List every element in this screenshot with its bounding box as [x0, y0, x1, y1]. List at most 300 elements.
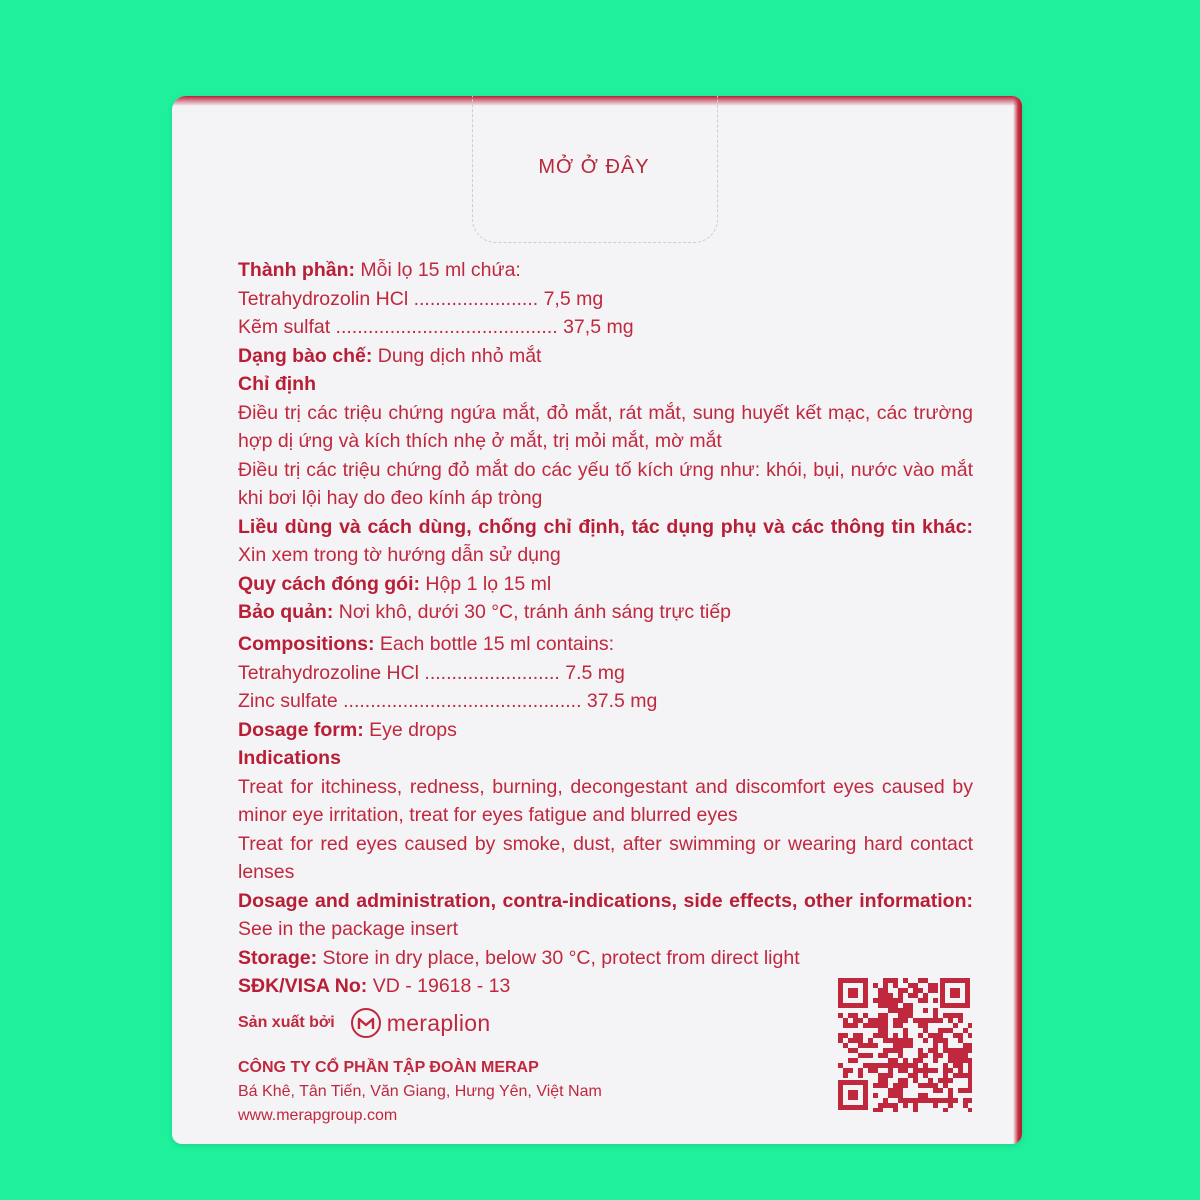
qr-module [843, 1043, 848, 1048]
qr-module [883, 1028, 888, 1033]
qr-module [913, 1098, 918, 1103]
qr-module [953, 1023, 958, 1028]
qr-module [953, 1013, 958, 1018]
qr-module [893, 1103, 898, 1108]
qr-module [908, 1098, 913, 1103]
company-name: CÔNG TY CỔ PHẦN TẬP ĐOÀN MERAP [238, 1059, 539, 1076]
qr-module [898, 988, 903, 993]
dosage-info-vi: Liều dùng và cách dùng, chống chỉ định, tác dụng phụ và các thông tin khác: Xin xem trong tờ hướng dẫn sử dụng [238, 515, 973, 566]
qr-module [903, 1038, 908, 1043]
qr-module [968, 1068, 972, 1073]
qr-module [888, 1038, 893, 1043]
qr-module [933, 1033, 938, 1038]
qr-module [868, 1023, 873, 1028]
qr-module [963, 1073, 968, 1078]
qr-module [943, 1108, 948, 1112]
qr-module [878, 1053, 883, 1058]
qr-module [953, 1048, 958, 1053]
qr-module [888, 993, 893, 998]
qr-module [898, 1093, 903, 1098]
qr-module [893, 1108, 898, 1112]
qr-module [878, 998, 883, 1003]
qr-module [968, 1023, 972, 1028]
qr-module [893, 1038, 898, 1043]
meraplion-logo [351, 1008, 491, 1038]
qr-module [873, 1093, 878, 1098]
qr-module [883, 1013, 888, 1018]
qr-module [948, 1018, 953, 1023]
qr-module [923, 1098, 928, 1103]
qr-module [903, 1098, 908, 1103]
qr-module [968, 1088, 972, 1093]
qr-module [908, 993, 913, 998]
qr-module [913, 1103, 918, 1108]
qr-module [958, 1068, 963, 1073]
producer-label: Sản xuất bởi [238, 1014, 335, 1031]
qr-module [943, 1028, 948, 1033]
qr-module [928, 1033, 933, 1038]
qr-module [938, 1018, 943, 1023]
qr-module [838, 1063, 843, 1068]
company-address: Bá Khê, Tân Tiến, Văn Giang, Hưng Yên, Việt Nam [238, 1083, 602, 1100]
open-here-label: MỞ Ở ĐÂY [538, 156, 650, 178]
qr-module [933, 988, 938, 993]
qr-module [883, 1078, 888, 1083]
qr-module [868, 1063, 873, 1068]
qr-module [898, 1048, 903, 1053]
qr-module [908, 1063, 913, 1068]
qr-module [903, 1103, 908, 1108]
qr-module [898, 1068, 903, 1073]
qr-module [963, 1043, 968, 1048]
composition-line-vi: Thành phần: Mỗi lọ 15 ml chứa: [238, 259, 521, 281]
qr-module [878, 1023, 883, 1028]
qr-module [888, 1103, 893, 1108]
qr-module [923, 1093, 928, 1098]
meraplion-logo-text: meraplion [386, 1009, 491, 1036]
qr-module [908, 1008, 913, 1013]
qr-module [863, 1023, 868, 1028]
qr-module [868, 1068, 873, 1073]
qr-module [948, 1093, 953, 1098]
ingredient-1-en: Tetrahydrozoline HCl ......................... 7.5 mg [238, 661, 625, 684]
qr-module [918, 1093, 923, 1098]
qr-module [943, 1048, 948, 1053]
qr-module [863, 1053, 868, 1058]
storage-en: Storage: Store in dry place, below 30 °C, protect from direct light [238, 946, 800, 969]
qr-module [893, 1058, 898, 1063]
qr-module [878, 1073, 883, 1078]
qr-module [913, 1108, 918, 1112]
qr-module [883, 1053, 888, 1058]
ingredient-2-vi: Kẽm sulfat ......................................... 37,5 mg [238, 316, 634, 338]
qr-module [893, 1003, 898, 1008]
qr-module [893, 1083, 898, 1088]
qr-module [968, 1043, 972, 1048]
qr-module [858, 1043, 863, 1048]
qr-module [913, 1073, 918, 1078]
qr-module [863, 1063, 868, 1068]
qr-module [838, 1013, 843, 1018]
qr-module [883, 988, 888, 993]
qr-module [848, 1013, 853, 1018]
producer-line [238, 1008, 490, 1038]
qr-module [953, 1073, 958, 1078]
qr-module [918, 988, 923, 993]
qr-module [883, 998, 888, 1003]
qr-module [923, 1038, 928, 1043]
qr-module [878, 1103, 883, 1108]
qr-module [843, 1073, 848, 1078]
qr-module [848, 1023, 853, 1028]
qr-module [933, 1008, 938, 1013]
qr-module [883, 1073, 888, 1078]
qr-module [938, 1078, 943, 1083]
qr-module [928, 1083, 933, 1088]
product-box-back [172, 96, 1022, 1144]
qr-module [873, 983, 878, 988]
qr-module [943, 1043, 948, 1048]
qr-module [903, 1028, 908, 1033]
qr-module [893, 1018, 898, 1023]
qr-module [903, 1033, 908, 1038]
qr-module [933, 1043, 938, 1048]
qr-module [923, 993, 928, 998]
qr-module [873, 1043, 878, 1048]
dosage-info-en: Dosage and administration, contra-indications, side effects, other information: See in the package insert [238, 889, 973, 940]
qr-module [873, 1108, 878, 1112]
qr-module [963, 1028, 968, 1033]
qr-module [858, 1018, 863, 1023]
qr-module [923, 1008, 928, 1013]
qr-module [908, 1013, 913, 1018]
qr-module [898, 993, 903, 998]
qr-module [903, 978, 908, 983]
indication-2-en: Treat for red eyes caused by smoke, dust, after swimming or wearing hard contact lenses [238, 832, 973, 883]
qr-module [948, 1103, 953, 1108]
qr-module [933, 1083, 938, 1088]
company-website[interactable]: www.merapgroup.com [238, 1107, 398, 1124]
qr-module [883, 1023, 888, 1028]
indication-1-vi: Điều trị các triệu chứng ngứa mắt, đỏ mắt, rát mắt, sung huyết kết mạc, các trường hợp dị ứng và kích thích nhẹ ở mắt, trị mỏi mắt, mờ mắt [238, 401, 973, 452]
qr-module [958, 1033, 963, 1038]
qr-module [903, 988, 908, 993]
qr-module [878, 1083, 883, 1088]
qr-module [898, 1013, 903, 1018]
qr-module [943, 1078, 948, 1083]
qr-module [918, 1098, 923, 1103]
qr-module [968, 1048, 972, 1053]
qr-module [883, 1033, 888, 1038]
qr-module [923, 1083, 928, 1088]
qr-module [908, 1043, 913, 1048]
qr-module [868, 1018, 873, 1023]
qr-module [873, 1023, 878, 1028]
qr-module [843, 1023, 848, 1028]
qr-module [958, 1058, 963, 1063]
qr-module [923, 1068, 928, 1073]
qr-module [913, 983, 918, 988]
qr-module [958, 1063, 963, 1068]
qr-module [933, 1068, 938, 1073]
qr-module [903, 1003, 908, 1008]
qr-module [883, 1063, 888, 1068]
qr-module [873, 1083, 878, 1088]
storage-vi: Bảo quản: Nơi khô, dưới 30 °C, tránh ánh sáng trực tiếp [238, 601, 732, 623]
qr-module [863, 1013, 868, 1018]
qr-module [923, 1028, 928, 1033]
qr-module [853, 1018, 858, 1023]
ingredient-1-vi: Tetrahydrozolin HCl ....................... 7,5 mg [238, 287, 604, 310]
qr-module [933, 1058, 938, 1063]
qr-module [868, 1038, 873, 1043]
qr-module [853, 1033, 858, 1038]
qr-module [913, 1078, 918, 1083]
qr-module [893, 1063, 898, 1068]
qr-module [873, 1018, 878, 1023]
qr-module [883, 1003, 888, 1008]
qr-module [903, 1013, 908, 1018]
qr-module [928, 1068, 933, 1073]
qr-module [903, 1058, 908, 1063]
qr-module [963, 1053, 968, 1058]
qr-module [948, 1098, 953, 1103]
qr-module [853, 1013, 858, 1018]
qr-module [948, 1028, 953, 1033]
qr-module [883, 1083, 888, 1088]
packaging-vi: Quy cách đóng gói: Hộp 1 lọ 15 ml [238, 572, 552, 595]
qr-module [893, 998, 898, 1003]
qr-module [858, 1068, 863, 1073]
qr-module [958, 1053, 963, 1058]
qr-module [908, 1038, 913, 1043]
qr-module [838, 1033, 843, 1038]
qr-module [853, 1023, 858, 1028]
qr-module [963, 1048, 968, 1053]
qr-module [898, 1083, 903, 1088]
qr-module [948, 1058, 953, 1063]
qr-module [943, 1013, 948, 1018]
qr-module [863, 1043, 868, 1048]
qr-module [968, 1033, 972, 1038]
ingredient-2-en: Zinc sulfate ............................................ 37.5 mg [238, 690, 658, 712]
qr-module [868, 1053, 873, 1058]
qr-module [898, 1008, 903, 1013]
qr-module [908, 1003, 913, 1008]
qr-module [958, 1088, 963, 1093]
qr-module [888, 1058, 893, 1063]
qr-module [918, 1083, 923, 1088]
qr-module [883, 978, 888, 983]
qr-module [908, 983, 913, 988]
qr-module [903, 1068, 908, 1073]
qr-module [868, 1043, 873, 1048]
composition-line-en: Compositions: Each bottle 15 ml contains: [238, 633, 615, 655]
qr-module [958, 1073, 963, 1078]
indication-heading-vi: Chỉ định [238, 373, 316, 395]
qr-module [968, 1058, 972, 1063]
qr-module [878, 1003, 883, 1008]
company-info [238, 1056, 602, 1128]
qr-module [968, 1083, 972, 1088]
qr-module [918, 1033, 923, 1038]
qr-module [878, 988, 883, 993]
dosage-form-en: Dosage form: Eye drops [238, 718, 457, 741]
qr-module [963, 1088, 968, 1093]
qr-module [938, 1028, 943, 1033]
qr-module [893, 983, 898, 988]
qr-module [943, 1083, 948, 1088]
qr-module [893, 1093, 898, 1098]
qr-module [918, 1068, 923, 1073]
qr-module [933, 998, 938, 1003]
qr-module [923, 1023, 928, 1028]
qr-module [938, 1098, 943, 1103]
qr-module [848, 1048, 853, 1053]
qr-module [893, 1088, 898, 1093]
qr-module [878, 1108, 883, 1112]
qr-module [848, 1068, 853, 1073]
qr-module [888, 978, 893, 983]
qr-module [938, 1088, 943, 1093]
box-right-edge [1013, 96, 1022, 1144]
qr-module [853, 1048, 858, 1053]
qr-module [913, 993, 918, 998]
qr-module [928, 1048, 933, 1053]
qr-module [943, 1038, 948, 1043]
english-info [238, 630, 973, 1001]
qr-module [878, 1063, 883, 1068]
qr-module [933, 1018, 938, 1023]
qr-module [918, 1058, 923, 1063]
qr-module [898, 1043, 903, 1048]
qr-module [858, 1053, 863, 1058]
qr-module [878, 1033, 883, 1038]
qr-module [898, 1098, 903, 1103]
qr-module [963, 1058, 968, 1063]
qr-module [958, 1038, 963, 1043]
qr-module [898, 1088, 903, 1093]
qr-module [918, 1023, 923, 1028]
qr-module [928, 983, 933, 988]
qr-module [853, 1038, 858, 1043]
qr-module [898, 1038, 903, 1043]
qr-module [883, 1018, 888, 1023]
qr-module [933, 1103, 938, 1108]
qr-module [873, 1063, 878, 1068]
qr-module [943, 1098, 948, 1103]
qr-module [953, 1033, 958, 1038]
qr-module [968, 1073, 972, 1078]
qr-module [918, 978, 923, 983]
qr-module [933, 1048, 938, 1053]
qr-module [903, 1008, 908, 1013]
qr-module [928, 1078, 933, 1083]
indication-heading-en: Indications [238, 747, 341, 769]
qr-module [948, 1013, 953, 1018]
qr-module [923, 978, 928, 983]
qr-module [948, 1068, 953, 1073]
qr-module [968, 1063, 972, 1068]
qr-module [913, 988, 918, 993]
meraplion-logo-icon [351, 1008, 381, 1038]
qr-module [903, 1043, 908, 1048]
qr-module [918, 998, 923, 1003]
qr-module [888, 1088, 893, 1093]
qr-code[interactable] [836, 976, 972, 1112]
qr-module [913, 1018, 918, 1023]
qr-module [883, 1048, 888, 1053]
qr-module [953, 1053, 958, 1058]
qr-module [948, 1053, 953, 1058]
qr-module [893, 1023, 898, 1028]
qr-module [883, 983, 888, 988]
qr-module [838, 1038, 843, 1043]
qr-module [938, 1053, 943, 1058]
qr-module [893, 1008, 898, 1013]
qr-module [923, 1073, 928, 1078]
qr-module [928, 988, 933, 993]
qr-module [903, 1063, 908, 1068]
qr-module [958, 1013, 963, 1018]
qr-module [943, 1068, 948, 1073]
qr-module [923, 1018, 928, 1023]
qr-module [968, 1108, 972, 1112]
indication-1-en: Treat for itchiness, redness, burning, decongestant and discomfort eyes caused by minor eye irritation, treat for eyes fatigue and blurred eyes [238, 775, 973, 826]
qr-module [908, 1073, 913, 1078]
qr-module [948, 1078, 953, 1083]
qr-module [943, 1073, 948, 1078]
qr-module [913, 1058, 918, 1063]
qr-module [878, 1028, 883, 1033]
qr-module [958, 1048, 963, 1053]
qr-module [923, 1053, 928, 1058]
qr-module [893, 1043, 898, 1048]
qr-module [883, 993, 888, 998]
qr-module [948, 1048, 953, 1053]
qr-module [898, 998, 903, 1003]
qr-module [933, 983, 938, 988]
qr-module [858, 1038, 863, 1043]
qr-module [948, 1088, 953, 1093]
qr-module [883, 1038, 888, 1043]
qr-module [953, 1063, 958, 1068]
qr-module [893, 1048, 898, 1053]
qr-module [963, 1103, 968, 1108]
qr-module [898, 1053, 903, 1058]
qr-module [933, 1053, 938, 1058]
qr-module [843, 1068, 848, 1073]
visa-number: SĐK/VISA No: VD - 19618 - 13 [238, 975, 511, 997]
qr-module [888, 1048, 893, 1053]
qr-module [848, 1038, 853, 1043]
qr-module [888, 1003, 893, 1008]
qr-module [943, 1063, 948, 1068]
qr-module [873, 1033, 878, 1038]
qr-module [888, 1068, 893, 1073]
qr-module [883, 1103, 888, 1108]
qr-module [968, 1078, 972, 1083]
qr-module [888, 1093, 893, 1098]
qr-module [928, 1098, 933, 1103]
qr-module [898, 1018, 903, 1023]
qr-module [933, 1088, 938, 1093]
qr-module [898, 1078, 903, 1083]
qr-module [923, 1063, 928, 1068]
qr-module [873, 998, 878, 1003]
qr-module [903, 1018, 908, 1023]
qr-module [848, 1058, 853, 1063]
